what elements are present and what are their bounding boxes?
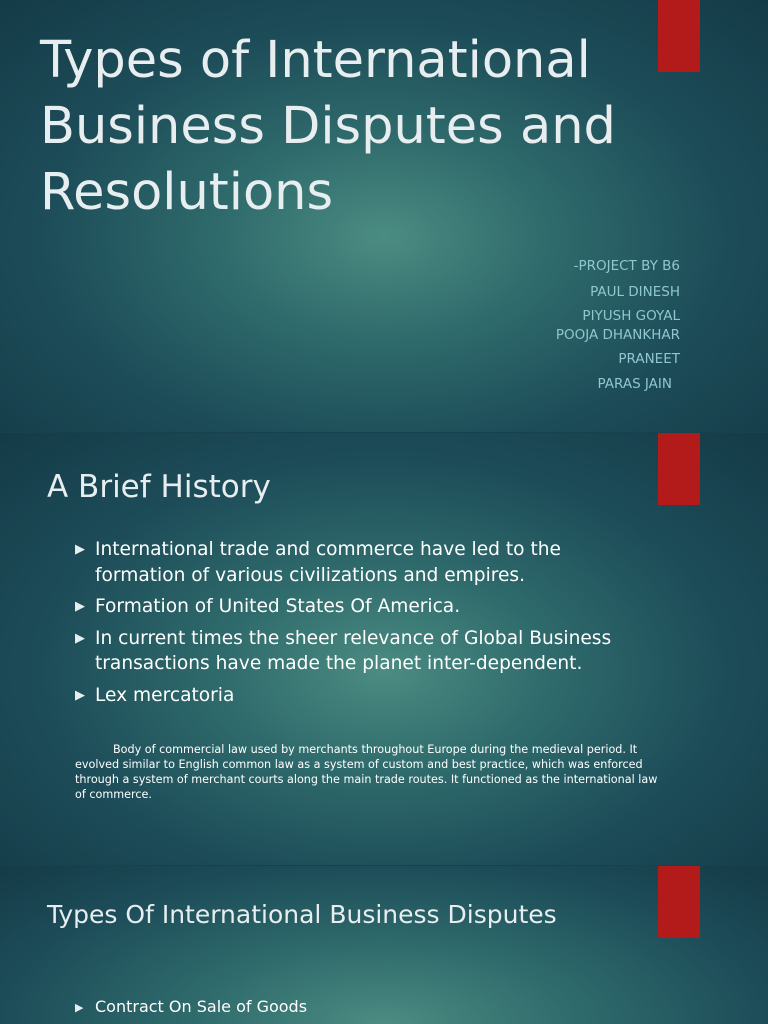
bullet-list — [75, 996, 635, 1024]
byline-author: PRANEET — [618, 351, 680, 367]
history-slide — [0, 433, 768, 865]
slide-heading: Types Of International Business Disputes — [47, 900, 557, 929]
lex-mercatoria-note: Body of commercial law used by merchants throughout Europe during the medieval period. It evolved similar to English common law as a system of custom and best practice, which was enforced through a system of merchant courts along the main trade routes. It functioned as the international law of commerce. — [75, 743, 658, 801]
byline-author: PIYUSH GOYAL — [582, 308, 680, 324]
slide-heading: A Brief History — [47, 469, 271, 505]
bullet-item — [75, 537, 635, 588]
bullet-text: Lex mercatoria — [95, 684, 235, 706]
bullet-list — [75, 537, 635, 714]
bullet-item — [75, 683, 635, 709]
triangle-right-icon: ▶ — [75, 542, 85, 557]
accent-bar — [658, 866, 700, 938]
triangle-right-icon: ▶ — [75, 630, 85, 646]
triangle-right-icon: ▶ — [75, 687, 85, 703]
types-slide — [0, 866, 768, 1024]
bullet-text: Formation of United States Of America. — [95, 596, 461, 617]
accent-bar — [658, 433, 700, 505]
title-slide — [0, 0, 768, 432]
bullet-text: In current times the sheer relevance of Global Business transactions have made the planet inter-dependent. — [95, 627, 612, 674]
byline-project: -PROJECT BY B6 — [573, 258, 680, 274]
triangle-right-icon: ▶ — [75, 599, 85, 614]
byline-author: PARAS JAIN — [597, 376, 672, 392]
triangle-right-icon: ▶ — [75, 1001, 84, 1014]
bullet-item — [75, 996, 635, 1018]
bullet-text: Contract On Sale of Goods — [95, 997, 308, 1016]
bullet-item — [75, 594, 635, 620]
bullet-text: International trade and commerce have led to the formation of various civilizations and empires. — [95, 539, 561, 586]
bullet-item — [75, 626, 635, 677]
byline-author: PAUL DINESH — [590, 284, 680, 300]
byline-author: POOJA DHANKHAR — [555, 327, 680, 343]
presentation-title: Types of International Business Disputes and Resolutions — [40, 31, 616, 222]
